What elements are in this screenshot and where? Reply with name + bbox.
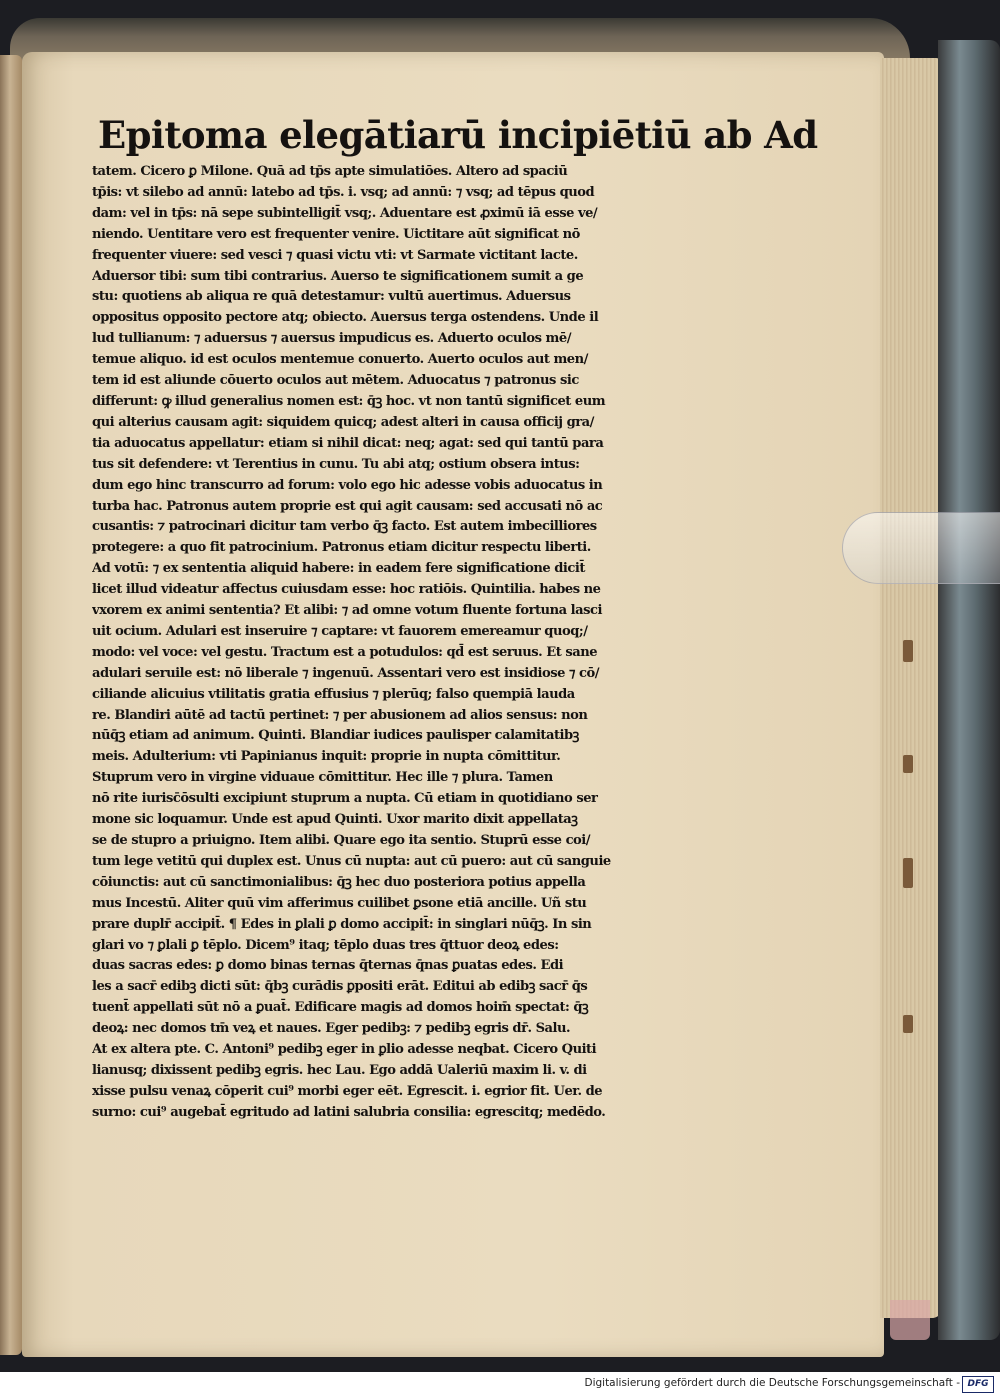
- text-line: tatem. Cicero ꝑ Milone. Quā ad tp̄s apte simulatiōes. Altero ad spaciū: [92, 164, 568, 179]
- text-line: dum ego hinc transcurro ad forum: volo ego hic adesse vobis aduocatus in: [92, 477, 603, 493]
- text-line: niendo. Uentitare vero est frequenter venire. Uictitare aūt significat nō: [92, 226, 580, 242]
- text-line: tia aduocatus appellatur: etiam si nihil dicat: neq; agat: sed qui tantū para: [92, 435, 604, 451]
- page-tab: [903, 755, 913, 773]
- text-line: tum lege vetitū qui duplex est. Unus cū nupta: aut cū puero: aut cū sanguie: [92, 853, 611, 869]
- text-line: prare duplr̄ accipit̄. ¶ Edes in ꝑlali ꝑ domo accipit̄: in singlari nūq̄ꝫ. In sin: [92, 916, 592, 932]
- text-line: At ex altera pte. C. Antoni⁹ pedibꝫ eger in ꝑlio adesse neqbat. Cicero Quiti: [92, 1042, 597, 1058]
- text-line: Aduersor tibi: sum tibi contrarius. Auerso te significationem sumit a ge: [92, 268, 584, 284]
- footer-bar: [0, 1372, 1000, 1395]
- text-line: modo: vel voce: vel gestu. Tractum est a potudulos: qd̄ est seruus. Et sane: [92, 644, 598, 660]
- text-line: tem id est aliunde cōuerto oculos aut mētem. Aduocatus ⁊ patronus sic: [92, 373, 579, 389]
- text-line: xisse pulsu venaꝝ cōperit cui⁹ morbi eger eēt. Egrescit. i. egrior fit. Uer. de: [92, 1083, 603, 1099]
- funding-credit: Digitalisierung gefördert durch die Deutsche Forschungsgemeinschaft -: [584, 1377, 960, 1389]
- text-line: tus sit defendere: vt Terentius in cunu. Tu abi atq; ostium obsera intus:: [92, 456, 580, 472]
- page-stack-edge: [880, 58, 942, 1318]
- text-line: licet illud videatur affectus cuiusdam esse: hoc ratiōis. Quintilia. habes ne: [92, 582, 601, 598]
- page-heading: Epitoma elegātiarū incipiētiū ab Ad: [98, 113, 818, 157]
- text-line: mone sic loquamur. Unde est apud Quinti. Uxor marito dixit appellataꝫ: [92, 812, 578, 828]
- book-cover: [938, 40, 1000, 1340]
- text-line: re. Blandiri aūtē ad tactū pertinet: ⁊ per abusionem ad alios sensus: non: [92, 707, 588, 723]
- text-line: surno: cui⁹ augebat̄ egritudo ad latini salubria consilia: egrescitq; medēdo.: [92, 1104, 606, 1120]
- page-tab: [903, 858, 913, 888]
- page-stack-bottom: [890, 1300, 930, 1340]
- page-clip: [842, 512, 1000, 584]
- text-line: frequenter viuere: sed vesci ⁊ quasi victu vti: vt Sarmate victitant lacte.: [92, 247, 578, 263]
- text-line: nūq̄ꝫ etiam ad animum. Quinti. Blandiar iudices paulisper calamitatibꝫ: [92, 728, 579, 744]
- page-tab: [903, 1015, 913, 1033]
- text-line: uit ocium. Adulari est inseruire ⁊ captare: vt fauorem emereamur quoq;/: [92, 623, 588, 639]
- text-line: differunt: ꝙ illud generalius nomen est: q̄ꝫ hoc. vt non tantū significet eum: [92, 393, 606, 409]
- text-line: dam: vel in tp̄s: nā sepe subintelligit̄ vsq;. Aduentare est ꝓximū iā esse ve/: [92, 205, 598, 221]
- page-text: [92, 112, 818, 1124]
- text-line: protegere: a quo fit patrocinium. Patronus etiam dicitur respectu liberti.: [92, 540, 591, 556]
- text-line: temue aliquo. id est oculos mentemue conuerto. Auerto oculos aut men/: [92, 352, 588, 368]
- dfg-logo: DFG: [962, 1376, 994, 1393]
- text-line: qui alterius causam agit: siquidem quicq; adest alteri in causa officij gra/: [92, 414, 594, 430]
- text-line: tp̄is: vt silebo ad annū: latebo ad tp̄s. i. vsq; ad annū: ⁊ vsq; ad tēpus quod: [92, 184, 595, 200]
- text-line: lianusq; dixissent pedibꝫ egris. hec Lau. Ego addā Ualeriū maxim li. v. di: [92, 1062, 587, 1078]
- text-line: deoꝝ: nec domos tm̄ veꝝ et naues. Eger pedibꝫ: ⁊ pedibꝫ egris dr̄. Salu.: [92, 1021, 571, 1037]
- text-line: cusantis: ⁊ patrocinari dicitur tam verbo q̄ꝫ facto. Est autem imbecilliores: [92, 519, 597, 535]
- text-lines: [92, 162, 742, 1124]
- text-line: cōiunctis: aut cū sanctimonialibus: q̄ꝫ hec duo posteriora potius appella: [92, 874, 586, 890]
- text-line: lud tullianum: ⁊ aduersus ⁊ auersus impudicus es. Aduerto oculos mē/: [92, 331, 571, 347]
- text-line: adulari seruile est: nō liberale ⁊ ingenuū. Assentari vero est insidiose ⁊ cō/: [92, 665, 600, 681]
- page-tab: [903, 640, 913, 662]
- text-line: meis. Adulterium: vti Papinianus inquit: proprie in nupta cōmittitur.: [92, 749, 561, 765]
- text-line: les a sacr̄ edibꝫ dicti sūt: q̄bꝫ curādis ꝑpositi erāt. Editui ab edibꝫ sacr̄ q̄s: [92, 979, 588, 995]
- text-line: oppositus opposito pectore atq; obiecto. Auersus terga ostendens. Unde il: [92, 310, 599, 326]
- text-line: turba hac. Patronus autem proprie est qui agit causam: sed accusati nō ac: [92, 498, 603, 514]
- text-line: ciliande alicuius vtilitatis gratia effusius ⁊ plerūq; falso quempiā lauda: [92, 686, 575, 702]
- text-line: Ad votū: ⁊ ex sententia aliquid habere: in eadem fere significatione dicit̄: [92, 561, 585, 577]
- text-line: stu: quotiens ab aliqua re quā detestamur: vultū auertimus. Aduersus: [92, 289, 571, 305]
- text-line: se de stupro a priuigno. Item alibi. Quare ego ita sentio. Stuprū esse coi/: [92, 833, 591, 848]
- text-line: vxorem ex animi sententia? Et alibi: ⁊ ad omne votum fluente fortuna lasci: [92, 603, 602, 619]
- left-page-edge: [0, 55, 22, 1355]
- text-line: nō rite iurisc̄ōsulti excipiunt stuprum a nupta. Cū etiam in quotidiano ser: [92, 791, 598, 807]
- text-line: mus Incestū. Aliter quū vim afferimus cuilibet ꝑsone etiā ancille. Uñ stu: [92, 895, 587, 911]
- text-line: Stuprum vero in virgine viduaue cōmittitur. Hec ille ⁊ plura. Tamen: [92, 770, 553, 786]
- text-line: tuent̄ appellati sūt nō a ꝑuat̄. Edificare magis ad domos hoim̄ spectat: q̄ꝫ: [92, 1000, 589, 1016]
- text-line: duas sacras edes: ꝑ domo binas ternas q̄ternas q̄nas ꝑuatas edes. Edi: [92, 958, 564, 974]
- text-line: glari vo ⁊ ꝑlali ꝑ tēplo. Dicem⁹ itaq; tēplo duas tres q̄ttuor deoꝝ edes:: [92, 937, 559, 953]
